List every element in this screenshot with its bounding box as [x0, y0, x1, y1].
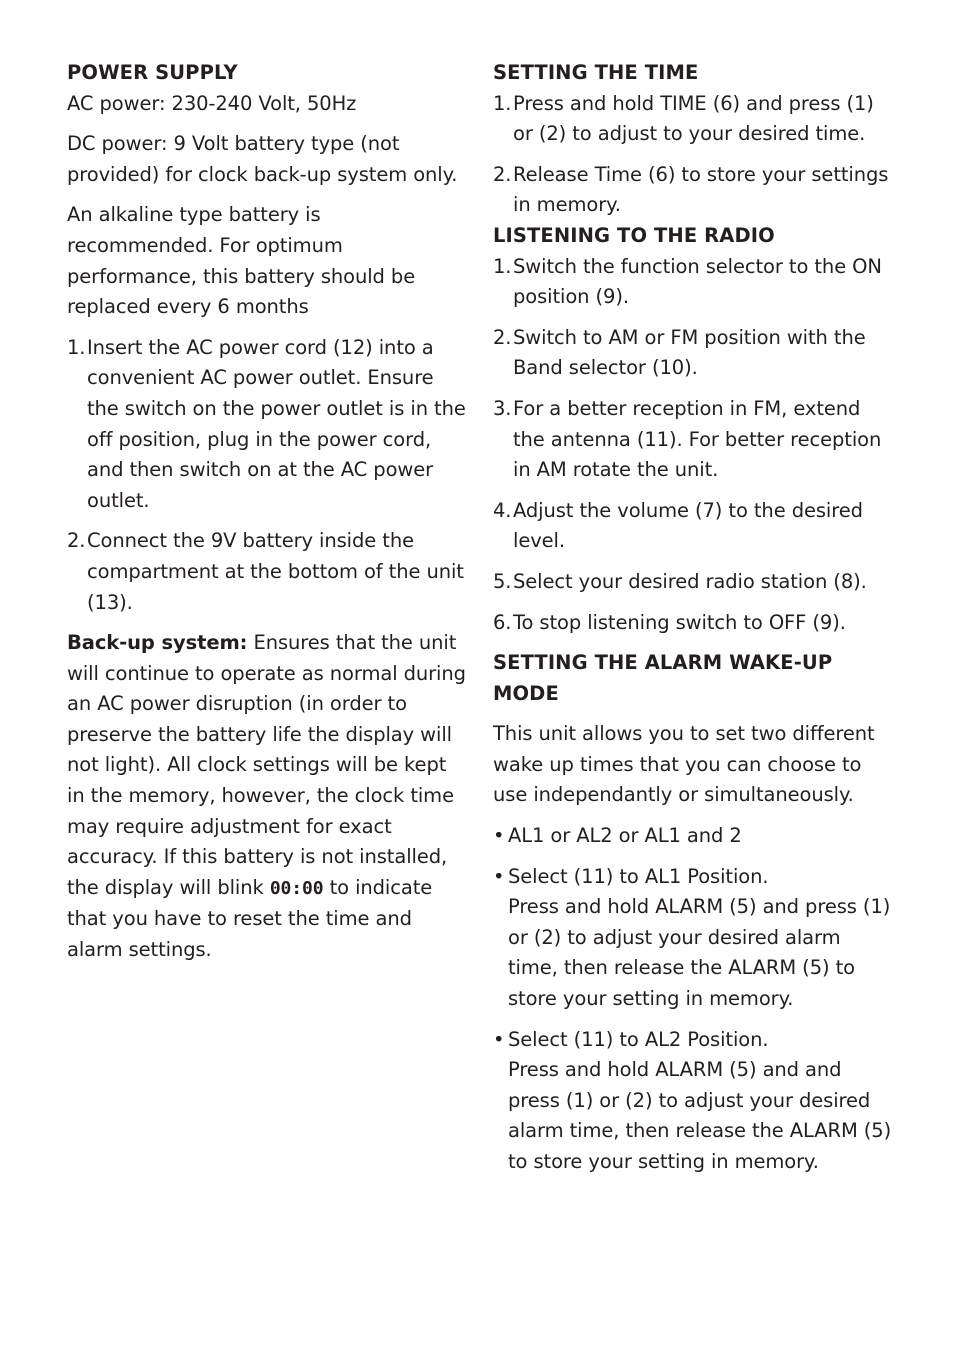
bullet-dot: •: [493, 864, 505, 888]
time-step-1: [493, 89, 893, 150]
power-supply-heading: POWER SUPPLY: [67, 61, 238, 84]
step-number: 1.: [493, 91, 512, 115]
ac-power-text: AC power: 230-240 Volt, 50Hz: [67, 91, 357, 115]
dc-power-text: DC power: 9 Volt battery type (not provided) for clock back-up system only.: [67, 132, 458, 186]
step-number: 1.: [67, 335, 86, 359]
radio-step-4: [493, 496, 893, 557]
step-text: Switch the function selector to the ON position (9).: [513, 254, 882, 309]
radio-step-1: [493, 252, 893, 313]
step-number: 2.: [493, 162, 512, 186]
radio-step-2: [493, 323, 893, 384]
step-number: 5.: [493, 569, 512, 593]
radio-step-5: [493, 567, 893, 598]
bullet-text: Select (11) to AL2 Position.: [508, 1027, 769, 1051]
step-number: 2.: [67, 529, 86, 553]
radio-step-3: [493, 394, 893, 486]
power-step-1: [67, 333, 467, 517]
alarm-wakeup-heading: SETTING THE ALARM WAKE-UP MODE: [493, 651, 833, 705]
bullet-text: Press and hold ALARM (5) and and press (1) or (2) to adjust your desired alarm time, then release the ALARM (5) to store your setting in memory.: [508, 1058, 892, 1173]
step-number: 3.: [493, 396, 512, 420]
backup-system-text-1: Ensures that the unit will continue to operate as normal during an AC power disruption (in order to preserve the battery life the display will not light). All clock settings will be kept in the memory, however, the clock time may require adjustment for exact accuracy. If this battery is not installed, the display will blink: [67, 631, 466, 899]
step-text: Adjust the volume (7) to the desired level.: [513, 498, 863, 553]
backup-system-paragraph: [67, 628, 467, 966]
step-number: 1.: [493, 254, 512, 278]
backup-system-text-2: to indicate that you have to reset the time and alarm settings.: [67, 875, 433, 962]
time-step-2: [493, 160, 893, 221]
step-text: Select your desired radio station (8).: [513, 569, 867, 593]
alarm-intro-text: This unit allows you to set two different wake up times that you can choose to use independantly or simultaneously.: [493, 722, 875, 807]
left-column: [67, 58, 467, 976]
alarm-bullet-3: [493, 1025, 893, 1178]
bullet-text: Select (11) to AL1 Position.: [508, 864, 769, 888]
power-step-2: [67, 526, 467, 618]
step-text: Release Time (6) to store your settings in memory.: [513, 162, 889, 217]
bullet-dot: •: [493, 1027, 505, 1051]
bullet-text: AL1 or AL2 or AL1 and 2: [508, 824, 742, 848]
bullet-dot: •: [493, 824, 505, 848]
setting-time-heading: SETTING THE TIME: [493, 61, 699, 84]
step-text: For a better reception in FM, extend the antenna (11). For better reception in AM rotate the unit.: [513, 396, 882, 482]
alkaline-text: An alkaline type battery is recommended. For optimum performance, this battery should be replaced every 6 months: [67, 203, 416, 319]
alarm-bullet-2: [493, 862, 893, 1015]
radio-step-6: [493, 608, 893, 639]
listening-radio-heading: LISTENING TO THE RADIO: [493, 223, 775, 247]
step-text: Press and hold TIME (6) and press (1) or (2) to adjust to your desired time.: [513, 91, 874, 146]
alarm-bullet-1: [493, 821, 893, 852]
right-column: [493, 58, 893, 1188]
backup-system-label: Back-up system:: [67, 631, 248, 655]
step-text: Insert the AC power cord (12) into a convenient AC power outlet. Ensure the switch on the power outlet is in the off position, plug in the power cord, and then switch on at the AC power outlet.: [87, 335, 466, 512]
step-text: To stop listening switch to OFF (9).: [513, 610, 846, 634]
bullet-text: Press and hold ALARM (5) and press (1) or (2) to adjust your desired alarm time, then release the ALARM (5) to store your setting in memory.: [508, 895, 891, 1011]
step-text: Switch to AM or FM position with the Band selector (10).: [513, 325, 866, 380]
step-number: 2.: [493, 325, 512, 349]
step-number: 6.: [493, 610, 512, 634]
step-number: 4.: [493, 498, 512, 522]
step-text: Connect the 9V battery inside the compartment at the bottom of the unit (13).: [87, 529, 464, 614]
blink-display-value: 00:00: [269, 877, 324, 899]
